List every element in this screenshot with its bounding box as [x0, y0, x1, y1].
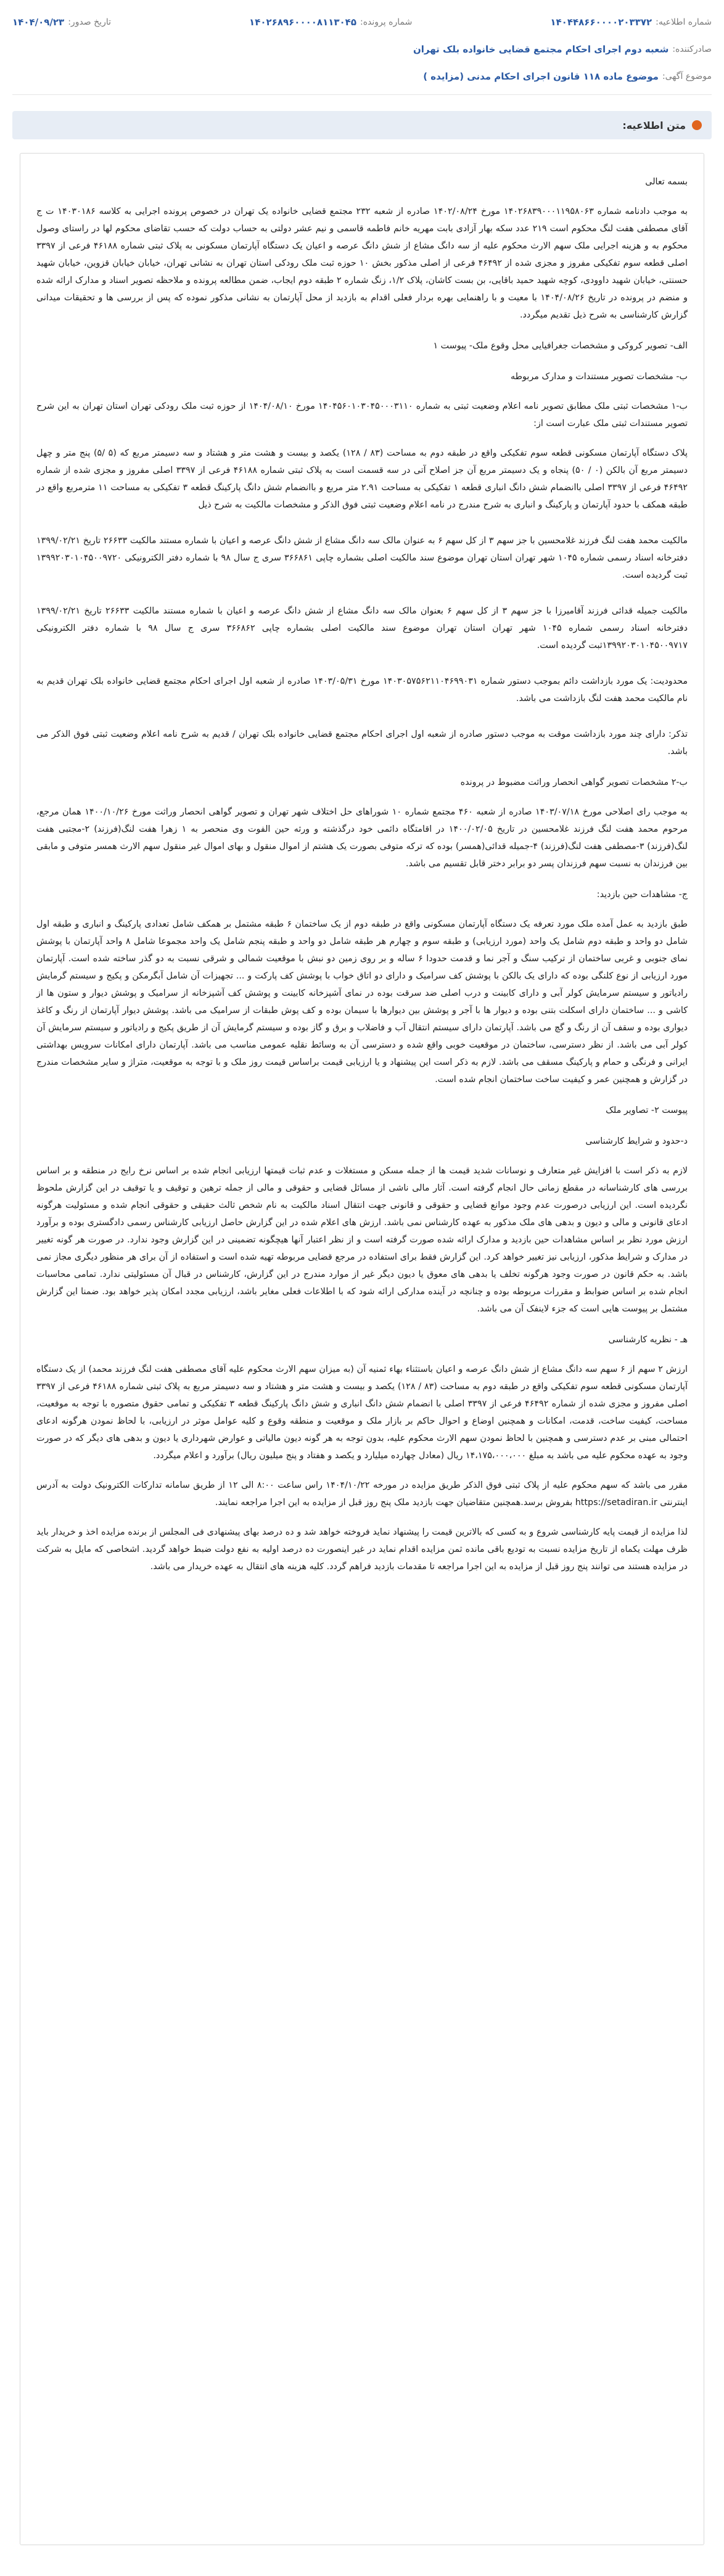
notice-dot-icon: [692, 120, 702, 130]
section-be-heading: ب- مشخصات تصویر مستندات و مدارک مربوطه: [510, 372, 688, 382]
notice-title: متن اطلاعیه:: [622, 119, 686, 131]
issue-date-label: تاریخ صدور:: [68, 17, 111, 27]
file-number: [249, 17, 412, 28]
observations-paragraph: طبق بازدید به عمل آمده ملک مورد تعرفه یک دستگاه آپارتمان مسکونی واقع در طبقه دوم از یک ساختمان ۶ طبقه مشتمل بر همکف شامل تعدادی پارکینگ و انباری و طبقه اول شامل دو واحد و طبقه دوم شامل یک واحد (مورد ارزیابی) و طبقه سوم و چهارم هر طبقه شامل دو واحد و طبقه پنجم شامل یک واحد مجموعا شامل ۸ واحد آپارتمان با پوشش نمای جنوبی و غربی ساختمان از ترکیب سنگ و آجر نما و قدمت حدودا ۶ ساله و بر روی زمین دو نبش با موقعیت شمالی و شرقی نسبت به دو گذر ساخته شده است. آپارتمان مورد ارزیابی از نوع کلنگی بوده که دارای یک بالکن با پوشش کف سرامیک و دارای دو اتاق خواب با پوشش کف پارکت و ... تجهیزات آن شامل آبگرمکن و پکیج و سیستم گرمایش رادیاتور و سیستم سرمایش کولر آبی و دارای کابینت و درب اصلی ضد سرقت بوده در نمای آشپزخانه کابینت و پوشش کف آشپزخانه از سرامیک و پوشش دیوار و ستون ها از کاشی و ... ساختمان دارای اسکلت بتنی بوده و دیوار ها با آجر و پوشش بین دیوارها با سیمان بوده و کف پوش طبقات از سرامیک می باشد. پوشش دیوار آپارتمان از رنگ و کاغذ دیواری بوده و سقف آن از رنگ و گچ می باشد. آپارتمان دارای سیستم انتقال آب و فاضلاب و برق و گاز بوده و سیستم گرمایش آن از طریق پکیج و رادیاتور و سیستم سرمایش آن کولر آبی می باشد. از نظر دسترسی، ساختمان در موقعیت خوبی واقع شده و دسترسی آن به وسائط نقلیه عمومی مناسب می باشد. آپارتمان دارای امکانات سرویس بهداشتی ایرانی و فرنگی و حمام و پارکینگ مسقف می باشد. لازم به ذکر است این پیشنهاد و یا ارزیابی قیمت براساس قیمت روز ملک و با توجه به موقعیت، متراژ و سایر مشخصات مندرج در گزارش و همچنین عمر و کیفیت ساخت ساختمان انجام شده است.: [36, 919, 688, 1085]
subject: [423, 71, 712, 82]
intro-paragraph: به موجب دادنامه شماره ۱۴۰۲۶۸۳۹۰۰۰۱۱۹۵۸۰۶۳ مورخ ۱۴۰۲/۰۸/۲۴ صادره از شعبه ۲۳۲ مجتمع قضایی خانواده یک تهران در خصوص پرونده اجرایی به کلاسه ۱۴۰۳۰۱۸۶ ت ج آقای مصطفی هفت لنگ محکوم است ۲۱۹ عدد سکه بهار آزادی بابت مهریه خانم فاطمه قاسمی و نیم عشر دولتی به حساب دولت که حسب تقاضای محکوم لها در راستای وصول محکوم به و هزینه اجرایی ملک سهم الارث محکوم علیه از سه دانگ مشاع از شش دانگ عرصه و اعیان یک دستگاه آپارتمان مسکونی به پلاک ثبتی شماره ۴۶۱۸۸ فرعی از ۳۳۹۷ اصلی قطعه سوم تفکیکی مفروز و مجزی شده از ۴۶۴۹۲ فرعی از اصلی مذکور بخش ۱۰ حوزه ثبت ملک رودکی استان تهران به نشانی تهران، خیابان خیابان قزوین، خیابان شهید حسنتی، خیابان شهید داوودی، کوچه شهید حمید باقایی، بن بست کاشان، پلاک ۱/۲، زنگ شماره ۲ طبقه دوم ایجاب، ضمن مطالعه پرونده و ملاحظه تصویر اسناد و مدارک ارائه شده و منضم در پرونده در تاریخ ۱۴۰۴/۰۸/۲۶ با معیت و با راهنمایی بهره بردار فعلی اقدام به بازدید از محل آپارتمان به نشانی مذکور نموده که پس از بررسی ها و تحقیقات میدانی گزارش کارشناسی به شرح ذیل تقدیم میگردد.: [36, 207, 688, 320]
subject-value: موضوع ماده ۱۱۸ قانون اجرای احکام مدنی (مزایده ): [423, 71, 659, 82]
notice-number-label: شماره اطلاعیه:: [656, 17, 712, 27]
property-description: پلاک دستگاه آپارتمان مسکونی قطعه سوم تفکیکی واقع در طبقه دوم به مساحت (۸۳ / ۱۲۸) یکصد و بیست و هشت متر و هشتاد و سه دسیمتر مربع که (۵ /۵) پنج متر و چهل دسیمتر مربع آن بالکن (۰ / ۵۰) پنجاه و یک دسیمتر مربع آن جز اصلاح آتی در سه قسمت است به پلاک ثبتی شماره ۴۶۱۸۸ فرعی از ۳۳۹۷ اصلی مفروز و مجزی شده از شماره ۴۶۴۹۲ فرعی از ۳۳۹۷ اصلی باانضمام شش دانگ انباری قطعه ۱ تفکیکی به مساحت ۲.۹۱ متر مربع و باانضمام شش دانگ پارکینگ قطعه ۳ تفکیکی به مساحت ۱۱ مترمربع واقع در طبقه همکف با حدود آپارتمان و پارکینگ و انباری به شرح مندرج در نامه اعلام وضعیت ثبتی فوق الذکر و مشخصات مالکیت به شرح ذیل: [36, 448, 688, 510]
auction-paragraph: مقرر می باشد که سهم محکوم علیه از پلاک ثبتی فوق الذکر طریق مزایده در مورخه ۱۴۰۴/۱۰/۲۲ راس ساعت ۸:۰۰ الی ۱۲ از طریق سامانه تدارکات الکترونیک دولت به آدرس اینترنتی https://setadiran.ir بفروش برسد.همچنین متقاضیان جهت بازدید ملک پنج روز قبل از مزایده به این اجرا مراجعه نمایند.: [36, 1480, 688, 1507]
header-row-3: [12, 63, 712, 90]
section-be2-heading: ب-۲ مشخصات تصویر گواهی انحصار وراثت مضبوط در پرونده: [460, 777, 688, 787]
bismillah: بسمه تعالی: [645, 177, 688, 187]
final-paragraph: لذا مزایده از قیمت پایه کارشناسی شروع و به کسی که بالاترین قیمت را پیشنهاد نماید فروخته خواهد شد و ده درصد بهای پیشنهادی فی المجلس از برنده مزایده اخذ و خریدار باید ظرف مهلت یکماه از تاریخ مزایده نسبت به تودیع باقی مانده ثمن مزایده اقدام نماید در غیر اینصورت ده درصد اولیه به نفع دولت ضبط خواهد گردید. اشخاصی که مایل به شرکت در مزایده هستند می توانند پنج روز قبل از مزایده به این اجرا مراجعه تا مقدمات بازدید فراهم گردد. کلیه هزینه های انتقال به عهده خریدار می باشد.: [36, 1527, 688, 1572]
issuer-label: صادرکننده:: [672, 44, 712, 54]
seizure-paragraph: محدودیت: یک مورد بازداشت دائم بموجب دستور شماره ۱۴۰۳۰۵۷۵۶۲۱۱۰۴۶۹۹۰۳۱ مورخ ۱۴۰۳/۰۵/۳۱ صادره از شعبه اول اجرای احکام مجتمع قضایی خانواده بلک تهران قدیم به نام مالکیت محمد هفت لنگ بازداشت می باشد.: [36, 676, 688, 703]
notice-number: [550, 17, 712, 28]
registry-paragraph: ب-۱ مشخصات ثبتی ملک مطابق تصویر نامه اعلام وضعیت ثبتی به شماره ۱۴۰۴۵۶۰۱۰۳۰۴۵۰۰۰۳۱۱۰ مورخ ۱۴۰۴/۰۸/۱۰ از حوزه ثبت ملک رودکی تهران استان تهران به این شرح تصویر مستندات ثبتی ملک عبارت است از:: [36, 401, 688, 429]
notice-body: [20, 153, 704, 2545]
header-row-1: [12, 9, 712, 36]
attachment-2-heading: پیوست ۲- تصاویر ملک: [606, 1105, 688, 1115]
header-row-2: [12, 36, 712, 63]
file-number-label: شماره پرونده:: [360, 17, 413, 27]
file-number-value: ۱۴۰۲۶۸۹۶۰۰۰۰۸۱۱۳۰۴۵: [249, 17, 356, 28]
section-dal-heading: د-حدود و شرایط کارشناسی: [585, 1136, 688, 1146]
owner-2-paragraph: مالکیت جمیله قدائی فرزند آقامیرزا با جز سهم ۳ از کل سهم ۶ بعنوان مالک سه دانگ مشاع از شش دانگ عرصه و اعیان با شماره مستند مالکیت ۲۶۶۳۳ تاریخ ۱۳۹۹/۰۲/۲۱ دفترخانه اسناد رسمی شماره ۱۰۴۵ شهر تهران استان تهران موضوع سند مالکیت اصلی بشماره چاپی ۳۶۶۸۶۲ سری ج سال ۹۸ با شماره دفتر الکترونیکی ۱۳۹۹۲۰۳۰۱۰۴۵۰۰۹۷۱۷ثبت گردیده است.: [36, 606, 688, 650]
issuer-value: شعبه دوم اجرای احکام مجتمع قضایی خانواده بلک تهران: [413, 44, 669, 55]
opinion-paragraph: ارزش ۲ سهم از ۶ سهم سه دانگ مشاع از شش دانگ عرصه و اعیان باستثناء بهاء ثمنیه آن (به میزان سهم الارث محکوم علیه آقای مصطفی هفت لنگ فرزند محمد) از یک دستگاه آپارتمان مسکونی قطعه سوم تفکیکی واقع در طبقه دوم به مساحت (۸۳ / ۱۲۸) یکصد و بیست و هشت متر و هشتاد و سه دسیمتر مربع به پلاک ثبتی شماره ۴۶۱۸۸ فرعی از ۳۳۹۷ اصلی مفروز و مجزی شده از شماره ۴۶۴۹۲ فرعی از ۳۳۹۷ اصلی با انضمام شش دانگ انباری و شش دانگ پارکینگ قطعه ۳ تفکیکی و تمامی حقوق متصوره با توجه به موقعیت، مساحت، کیفیت ساخت، قدمت، امکانات و همچنین اوضاع و احوال حاکم بر بازار ملک و موقعیت و منطقه وقوع و کلیه عوامل موثر در ارزیابی، با لحاظ نمودن هرگونه ادعای احتمالی مبنی بر عدم دسترسی و همچنین با لحاظ نمودن سهم الارث محکوم علیه، بدون توجه به هر گونه دیون مالیاتی و عوارض شهرداری یا دیون و بدهی های دیگر که در صورت وجود به عهده محکوم علیه می باشد به مبلغ ۱۴،۱۷۵،۰۰۰،۰۰۰ ریال (معادل چهارده میلیارد و یکصد و هفتاد و پنج میلیون ریال) برآورد و اعلام میگردد.: [36, 1364, 688, 1461]
issuer: [413, 44, 712, 55]
section-he-heading: هـ - نظریه کارشناسی: [608, 1335, 688, 1345]
notice-title-bar: [12, 111, 712, 139]
section-jim-heading: ج- مشاهدات حین بازدید:: [596, 890, 688, 900]
notice-number-value: ۱۴۰۴۴۸۶۶۰۰۰۰۲۰۳۳۷۲: [550, 17, 652, 28]
issue-date-value: ۱۴۰۴/۰۹/۲۳: [12, 17, 65, 28]
section-alef-heading: الف- تصویر کروکی و مشخصات جغرافیایی محل وقوع ملک- پیوست ۱: [433, 341, 688, 351]
owner-1-paragraph: مالکیت محمد هفت لنگ فرزند غلامحسین با جز سهم ۳ از کل سهم ۶ به عنوان مالک سه دانگ مشاع از شش دانگ عرصه و اعیان با شماره مستند مالکیت ۲۶۶۳۳ تاریخ ۱۳۹۹/۰۲/۲۱ دفترخانه اسناد رسمی شماره ۱۰۴۵ شهر تهران استان تهران موضوع سند مالکیت اصلی بشماره چاپی ۳۶۶۸۶۱ سری ج سال ۹۸ با شماره دفتر الکترونیکی ۱۳۹۹۲۰۳۰۱۰۴۵۰۰۹۷۲۰ ثبت گردیده است.: [36, 536, 688, 580]
limits-paragraph: لازم به ذکر است با افزایش غیر متعارف و نوسانات شدید قیمت ها از جمله مسکن و مستغلات و عدم ثبات قیمتها ارزیابی انجام شده بر اساس نرخ رایج در منطقه و بر اساس بررسی های کارشناسانه در مقطع زمانی حال انجام گرفته است. آثار مالی ناشی از مسائل قضایی و حقوقی و مالی از جمله ترهین و توقیف و یا توقیف در این گزارش ملحوظ نگردیده است. این ارزیابی درصورت عدم وجود موانع قضایی و حقوقی و قانونی جهت انتقال اسناد مالکیت به نام شخص ثالث حقیقی و حقوقی انجام شده و مسئولیت هرگونه ادعای قانونی و مالی و دیون و بدهی های ملک مذکور به عهده کارشناس نمی باشد. ارزش های اعلام شده در این گزارش حاصل ارزیابی کارشناس رسمی دادگستری بوده و برآورد ارزش مورد نظر بر اساس مشاهدات حین بازدید و مدارک ارائه شده صورت گرفته است و از نظر اعتبار آنها هیچگونه تضمینی در این گزارش وجود ندارد. در صورت هر گونه تغییر در مدارک و شرایط مذکور، ارزیابی نیز تغییر خواهد کرد. این گزارش فقط برای استفاده در مرجع قضایی مربوطه تهیه شده است و استفاده از آن برای هر منظور دیگری مجاز نمی باشد. به حکم قانون در صورت وجود هرگونه تخلف یا بدهی های معوق یا دیون دیگر غیر از موارد مندرج در این گزارش، کارشناس در قبال آن مسئولیتی ندارد. تمامی محاسبات انجام شده بر اساس ضوابط و مقررات مربوطه بوده و چنانچه در آینده مدارکی ارائه شود که با اطلاعات فعلی مغایر باشد، ارزیابی مجدد امکان پذیر خواهد بود. ضمنا این گزارش مشتمل بر پیوست هایی است که جزء لاینفک آن می باشد.: [36, 1166, 688, 1314]
issue-date: [12, 17, 111, 28]
notice-header: [12, 9, 712, 95]
note-paragraph: تذکر: دارای چند مورد بازداشت موقت به موجب دستور صادره از شعبه اول اجرای احکام مجتمع قضایی خانواده بلک تهران / قدیم به شرح نامه اعلام وضعیت ثبتی فوق الذکر می باشد.: [36, 729, 688, 757]
heirs-paragraph: به موجب رای اصلاحی مورخ ۱۴۰۳/۰۷/۱۸ صادره از شعبه ۴۶۰ مجتمع شماره ۱۰ شوراهای حل اختلاف شهر تهران و تصویر گواهی انحصار وراثت مورخ ۱۴۰۰/۱۰/۲۶ همان مرجع، مرحوم محمد هفت لنگ فرزند غلامحسین در تاریخ ۱۴۰۰/۰۲/۰۵ در اقامتگاه دائمی خود درگذشته و ورثه حین الفوت وی منحصر به ۱ زهرا هفت لنگ(فرزند) ۲-مجتبی هفت لنگ(فرزند) ۳-مصطفی هفت لنگ(فرزند) ۴-جمیله قدائی(همسر) بوده که ترکه متوفی بصورت یک هشتم از اموال منقول و بهای اموال غیر منقول سهم الارث همسر متوفی و مابقی بین فرزندان به نسبت سهم فرزندان پسر دو برابر دختر قابل تقسیم می باشد.: [36, 807, 688, 869]
subject-label: موضوع آگهی:: [662, 72, 712, 81]
